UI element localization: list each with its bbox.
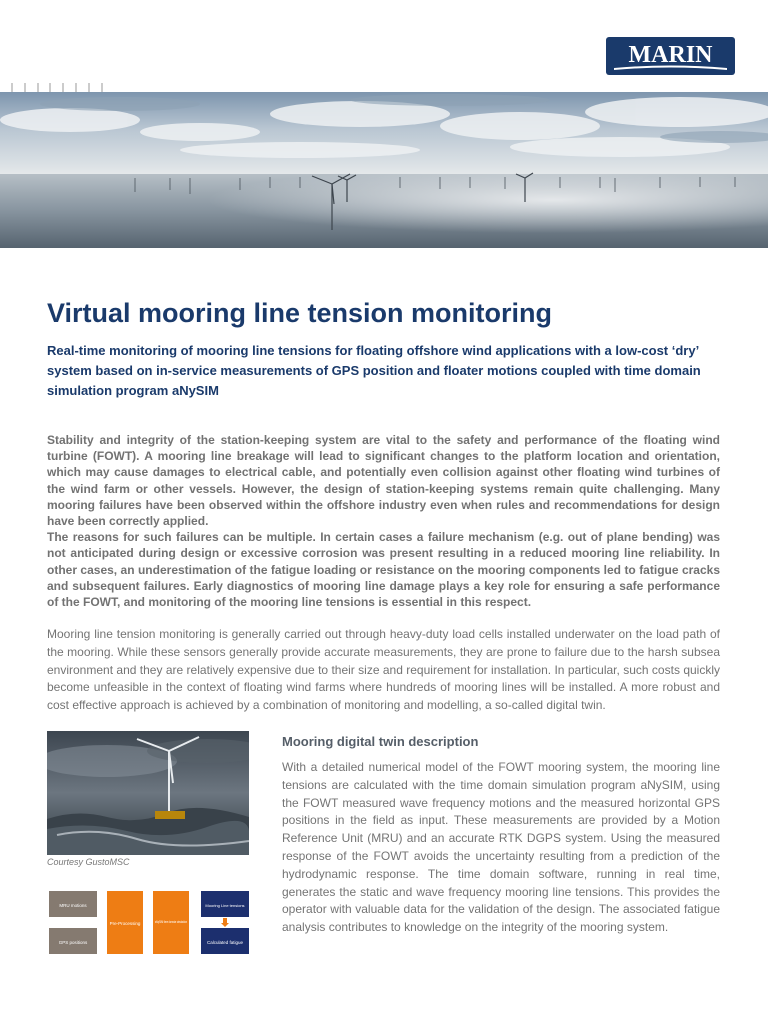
page-subtitle: Real-time monitoring of mooring line tensions for floating offshore wind applications with a low-cost ‘dry’ system based on in-service measurements of GPS position and floater motions coupled with time domain simulation program aNySIM [47,343,701,398]
intro-section [47,432,720,610]
body-paragraph: Mooring line tension monitoring is generally carried out through heavy-duty load cells installed underwater on the load path of the mooring. While these sensors generally provide accurate measurements, they are prone to failure due to the harsh subsea environment and they are relatively expensive due to their size and requirement for installation. In particular, such costs quickly become unfeasible in the context of floating wind farms where hundreds of mooring lines will be installed. A more robust and cost effective approach is achieved by a combination of monitoring and modelling, a so-called digital twin. [47,627,720,713]
flow-arrow-icon [221,918,229,927]
flow-label-preprocessing: Pre-Processing [109,921,141,926]
intro-paragraph: Stability and integrity of the station-keeping system are vital to the safety and performance of the floating wind turbine (FOWT). A mooring line breakage will lead to significant changes to the platform location and orientation, which may cause damages to electrical cable, and potentially even collision against other floating wind turbines of the wind farm or other vessels. However, the design of station-keeping systems remain quite challenging. Many mooring failures have been observed within the offshore industry even when rules and recommendations for design have been correctly applied. [47,433,720,529]
flow-box-gps [49,928,97,954]
section-heading: Mooring digital twin description [282,734,479,749]
floating-turbine-photo [47,731,249,855]
flow-label-gps: GPS positions [58,940,88,945]
digital-twin-flow-diagram [47,883,251,959]
intro-paragraph: The reasons for such failures can be multiple. In certain cases a failure mechanism (e.g. out of plane bending) was not anticipated during design or excessive corrosion was present resulting in a reduced mooring line reliability. In other cases, an underestimation of the fatigue loading or resistance on the mooring components led to fatigue cracks and subsequent failures. Early diagnostics of mooring line damage plays a key role for ensuring a safe performance of the FOWT, and monitoring of the mooring line tensions is essential in this respect. [47,530,720,610]
photo-caption: Courtesy GustoMSC [47,857,130,867]
wind-farm-photo [0,92,768,248]
flow-box-simulation [153,891,189,954]
flow-box-preprocessing [107,891,143,954]
page-title: Virtual mooring line tension monitoring [47,298,553,328]
flow-box-fatigue [201,928,249,954]
flow-label-simulation: aNySIM time domain simulation [155,919,187,924]
section-body: With a detailed numerical model of the FOWT mooring system, the mooring line tensions are calculated with the time domain simulation program aNySIM, using the FOWT measured wave frequency motions and the measured horizontal GPS positions in the field as input. These measurements are provided by a Motion Reference Unit (MRU) and an accurate RTK DGPS system. Using the measured response of the FOWT avoids the uncertainty resulting from a prediction of the hydrodynamic response. The time domain software, running in real time, generates the static and wave frequency mooring line tensions. This provides the operator with valuable data for the validation of the design. The associated fatigue analysis contributes to knowledge on the integrity of the mooring system. [282,760,720,935]
flow-label-tensions: Mooring Line tensions [205,903,245,908]
flow-box-tensions [201,891,249,917]
flow-label-fatigue: Calculated fatigue [206,940,244,945]
logo-text: MARIN [628,42,713,68]
flow-box-mru [49,891,97,917]
marin-logo [606,37,735,75]
flow-label-mru: MRU motions [59,903,87,908]
